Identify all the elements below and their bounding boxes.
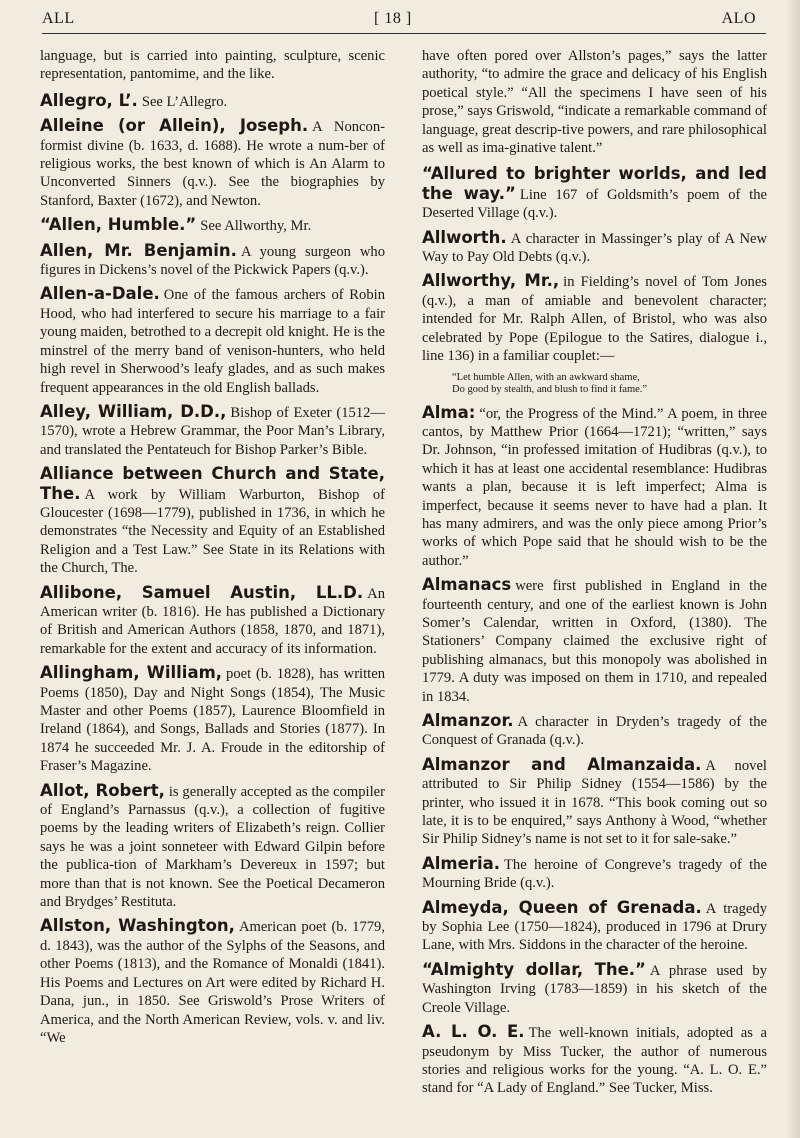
entry-text: “or, the Progress of the Mind.” A poem, in three cantos, by Matthew Prior (1664—1721); “written,” says Dr. Johnson, “in professed imitation of Hudibras (q.v.), to which it has at least one accidental resemblance: Hudibras wants a plan, because it is left imperfect; Alma is imperfect, because it seems never to have had a plan. It has many admirers, and was the only piece among Prior’s works of which Pope said that he should wish to be the author.” xyxy=(422,405,767,569)
entry-headword: A. L. O. E. xyxy=(422,1022,525,1042)
header-right-guide-word: ALO xyxy=(721,10,756,27)
entry-text: A character in Massinger’s play of A New Way to Pay Old Debts (q.v.). xyxy=(422,230,767,266)
dictionary-entry xyxy=(40,584,385,659)
header-rule xyxy=(42,33,766,34)
entry-headword: Almanacs xyxy=(422,575,512,595)
entry-headword: Alleine (or Allein), Joseph. xyxy=(40,116,309,136)
dictionary-entry xyxy=(422,404,767,571)
entry-headword: “Allen, Humble.” xyxy=(40,215,197,235)
entry-headword: Almanzor and Almanzaida. xyxy=(422,754,702,774)
verse-quote xyxy=(422,372,767,396)
entry-text: A character in Dryden’s tragedy of the Conquest of Granada (q.v.). xyxy=(422,714,767,749)
page-number: [ 18 ] xyxy=(374,10,412,27)
dictionary-entry xyxy=(422,756,767,849)
entry-text: One of the famous archers of Robin Hood, who had interfered to secure his marriage to a fair young maiden, betrothed to a decrepit old knight. He is the minstrel of the merry band of venison-hunters, who held high revel in Sherwood’s leafy glades, and as such makes frequent appearances in the old English ballads. xyxy=(40,287,385,396)
entry-text: The heroine of Congreve’s tragedy of the Mourning Bride (q.v.). xyxy=(422,856,767,892)
entry-text: is generally accepted as the compiler of England’s Parnassus (q.v.), a collection of fugitive poems by the leading writers of Elizabeth’s reign. Collier says he was a joint sonneteer with Edward Gilpin before the publica-tion of Markham’s Devereux in 1597; but more than that is not known. See the Poetical Decameron and Brydges’ Restituta. xyxy=(40,783,385,911)
entry-text: A phrase used by Washington Irving (1783—1859) in his sketch of the Creole Village. xyxy=(422,962,767,1016)
dictionary-entry xyxy=(422,712,767,750)
entry-text: were first published in England in the fourteenth century, and one of the earliest known is John Somer’s Calendar, written in Oxford, (1380). The Stationers’ Company claimed the exclusive right of publishing almanacs, but this monopoly was abolished in 1779. A duty was imposed on them in 1710, and repealed in 1834. xyxy=(422,578,767,705)
dictionary-entry xyxy=(40,285,385,396)
entry-headword: Allingham, William, xyxy=(40,663,223,683)
entry-headword: Alley, William, D.D., xyxy=(40,401,227,421)
dictionary-entry xyxy=(40,216,385,235)
entry-text: Line 167 of Goldsmith’s poem of the Deserted Village (q.v.). xyxy=(422,186,767,222)
dictionary-entry xyxy=(40,117,385,210)
entry-text: The well-known initials, adopted as a pseudonym by Miss Tucker, the author of numerous stories and religious works for the young. “A. L. O. E.” stand for “A Lady of England.” See Tucker, Miss. xyxy=(422,1025,767,1097)
entry-headword: Allworthy, Mr., xyxy=(422,271,560,291)
entry-text: Bishop of Exeter (1512—1570), wrote a Hebrew Grammar, the Poor Man’s Library, and translated the Pentateuch for Bishop Parker’s Bible. xyxy=(40,404,386,458)
entry-headword: Allworth. xyxy=(422,227,507,247)
entry-text: An American writer (b. 1816). He has published a Dictionary of British and American Authors (1858, 1870, and 1871), remarkable for the extent and accuracy of its information. xyxy=(40,585,385,657)
entry-text: A work by William Warburton, Bishop of Gloucester (1698—1779), published in 1736, in which he demonstrates “the Necessity and Equity of an Established Religion and a Test Law.” See State in its Relations with the Church, The. xyxy=(40,486,385,577)
entry-text: A novel attributed to Sir Philip Sidney (1554—1586) by the printer, who issued it in 1678. “This book coming out so late, it is to be enquired,” says Anthony à Wood, “whether Sir Philip Sidney’s name is not set to it for sale-sake.” xyxy=(422,757,767,848)
entry-headword: Allen-a-Dale. xyxy=(40,284,160,304)
dictionary-entry xyxy=(422,165,767,222)
entry-headword: Allibone, Samuel Austin, LL.D. xyxy=(40,582,364,602)
entry-headword: Allegro, L’. xyxy=(40,90,138,110)
running-header xyxy=(42,6,766,36)
entry-headword: “Allured to brighter worlds, and led the way.” xyxy=(422,164,767,203)
left-column xyxy=(40,47,385,1053)
entry-text: in Fielding’s novel of Tom Jones (q.v.), a man of amiable and benevolent character; intended for Mr. Ralph Allen, of Bristol, who was also celebrated by Pope (Epilogue to the Satires, dialogue i., line 136) in a familiar couplet:— xyxy=(422,274,767,365)
dictionary-entry xyxy=(422,899,767,955)
entry-text: See L’Allegro. xyxy=(141,93,228,110)
dictionary-entry xyxy=(422,855,767,893)
entry-text: poet (b. 1828), has written Poems (1850), Day and Night Songs (1854), The Music Master and other Poems (1857), Laurence Bloomfield in Ireland (1864), and Songs, Ballads and Stories (1877). In 1874 he succeeded Mr. J. A. Froude in the editorship of Fraser’s Magazine. xyxy=(40,666,385,775)
dictionary-entry xyxy=(40,664,385,775)
dictionary-entry xyxy=(422,272,767,365)
header-left-guide-word: ALL xyxy=(42,10,75,27)
dictionary-entry xyxy=(40,92,385,111)
dictionary-entry xyxy=(422,229,767,267)
entry-headword: Allston, Washington, xyxy=(40,916,235,936)
dictionary-entry xyxy=(40,465,385,577)
entry-continuation xyxy=(422,47,767,157)
entry-continuation xyxy=(40,47,385,84)
dictionary-entry xyxy=(422,576,767,706)
entry-headword: Almanzor. xyxy=(422,711,514,730)
entry-text: American poet (b. 1779, d. 1843), was the author of the Sylphs of the Seasons, and other Poems (1813), and the Romance of Monaldi (1841). His Poems and Lectures on Art were edited by Richard H. Dana, jun., in 1850. See Griswold’s Prose Writers of America, and the North American Review, vols. v. and liv. “We xyxy=(40,919,386,1046)
entry-text: have often pored over Allston’s pages,” says the latter authority, “to admire the grace and delicacy of his English poetical style.” “All the specimens I have seen of his prose,” says Griswold, “indicate a remarkable command of language, great descrip-tive powers, and rare philosophical as well as ima-ginative talent.” xyxy=(422,48,767,157)
entry-text: A young surgeon who figures in Dickens’s novel of the Pickwick Papers (q.v.). xyxy=(40,243,385,279)
verse-line: “Let humble Allen, with an awkward shame, xyxy=(452,371,640,383)
entry-text: A tragedy by Sophia Lee (1750—1824), produced in 1796 at Drury Lane, with Mrs. Siddons in the character of the heroine. xyxy=(422,900,767,954)
entry-text: See Allworthy, Mr. xyxy=(200,218,312,235)
entry-headword: Alliance between Church and State, The. xyxy=(40,464,385,503)
dictionary-entry xyxy=(422,961,767,1017)
dictionary-entry xyxy=(40,917,385,1047)
entry-headword: Almeyda, Queen of Grenada. xyxy=(422,897,702,917)
entry-text: language, but is carried into painting, sculpture, scenic representation, pantomime, and the like. xyxy=(40,48,385,83)
dictionary-entry xyxy=(40,782,385,912)
entry-headword: Alma: xyxy=(422,402,476,422)
dictionary-entry xyxy=(40,403,385,459)
entry-headword: “Almighty dollar, The.” xyxy=(422,959,646,979)
right-column xyxy=(422,47,767,1104)
entry-headword: Allen, Mr. Benjamin. xyxy=(40,240,237,260)
page-edge-shadow xyxy=(786,0,800,1138)
dictionary-entry xyxy=(422,1023,767,1098)
entry-text: A Noncon-formist divine (b. 1633, d. 1688). He wrote a num-ber of religious works, the best known of which is An Alarm to Unconverted Sinners (q.v.). See the biographies by Stanford, Baxter (1672), and Newton. xyxy=(40,119,385,209)
entry-headword: Allot, Robert, xyxy=(40,780,165,800)
verse-line: Do good by stealth, and blush to find it fame.” xyxy=(452,383,648,395)
entry-headword: Almeria. xyxy=(422,853,501,873)
dictionary-entry xyxy=(40,242,385,280)
